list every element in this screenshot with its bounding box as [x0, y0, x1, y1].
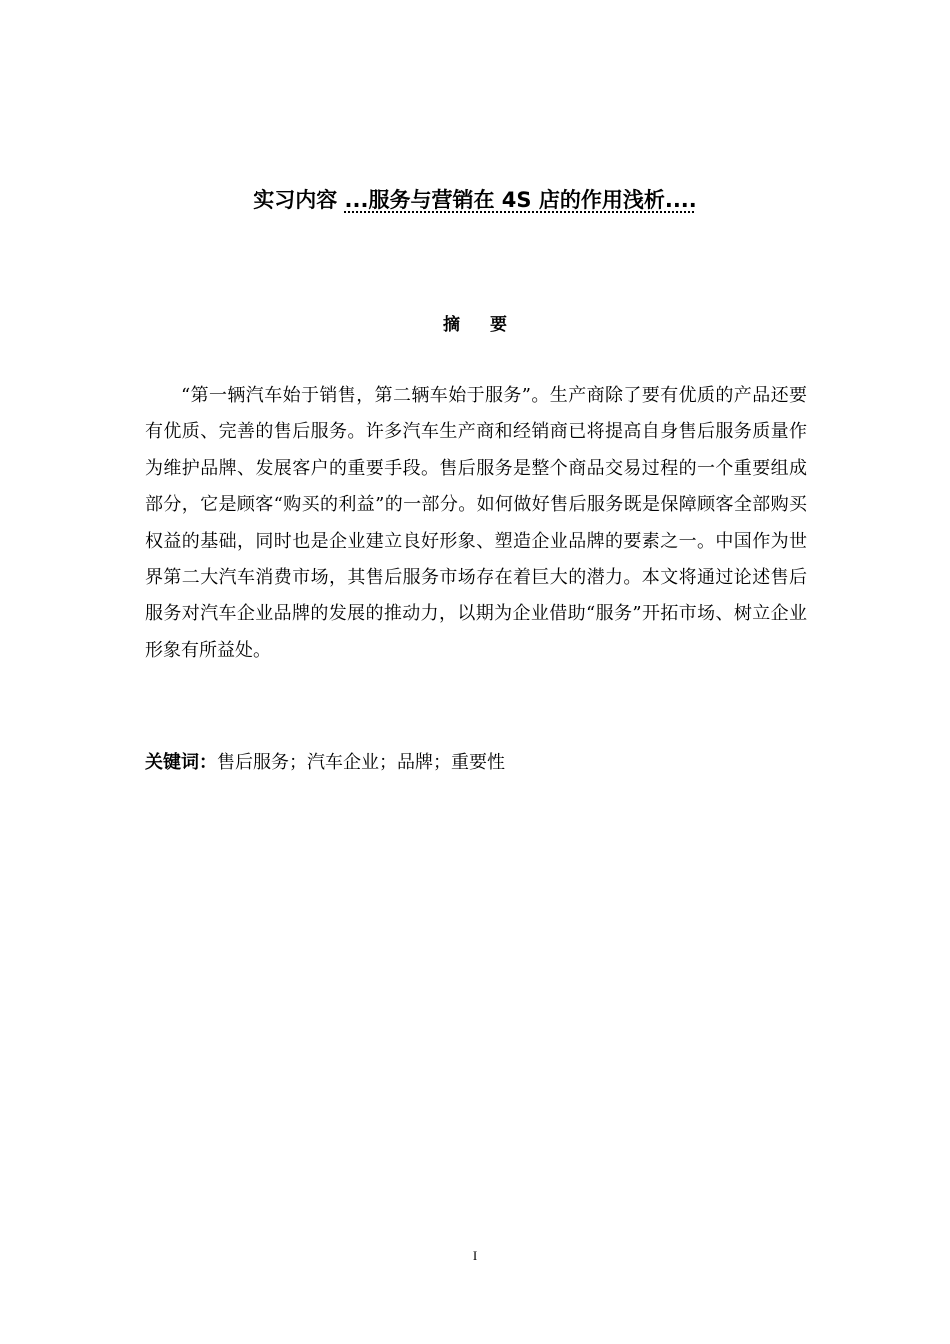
abstract-heading — [0, 310, 950, 340]
abstract-heading-char-1: 摘 — [443, 315, 460, 335]
document-title — [0, 180, 950, 220]
keywords-line — [145, 746, 505, 780]
abstract-heading-char-2: 要 — [490, 315, 507, 335]
title-prefix: 实习内容 — [253, 188, 345, 212]
page-number: I — [472, 1248, 478, 1263]
keywords-label: 关键词： — [145, 752, 217, 773]
title-topic: ...服务与营销在 4S 店的作用浅析.... — [344, 188, 697, 212]
keywords-value: 售后服务；汽车企业；品牌；重要性 — [217, 752, 505, 773]
abstract-body: “第一辆汽车始于销售，第二辆车始于服务”。生产商除了要有优质的产品还要有优质、完善的售后服务。许多汽车生产商和经销商已将提高自身售后服务质量作为维护品牌、发展客户的重要手段。售后服务是整个商品交易过程的一个重要组成部分，它是顾客“购买的利益”的一部分。如何做好售后服务既是保障顾客全部购买权益的基础，同时也是企业建立良好形象、塑造企业品牌的要素之一。中国作为世界第二大汽车消费市场，其售后服务市场存在着巨大的潜力。本文将通过论述售后服务对汽车企业品牌的发展的推动力，以期为企业借助“服务”开拓市场、树立企业形象有所益处。 — [145, 385, 807, 661]
